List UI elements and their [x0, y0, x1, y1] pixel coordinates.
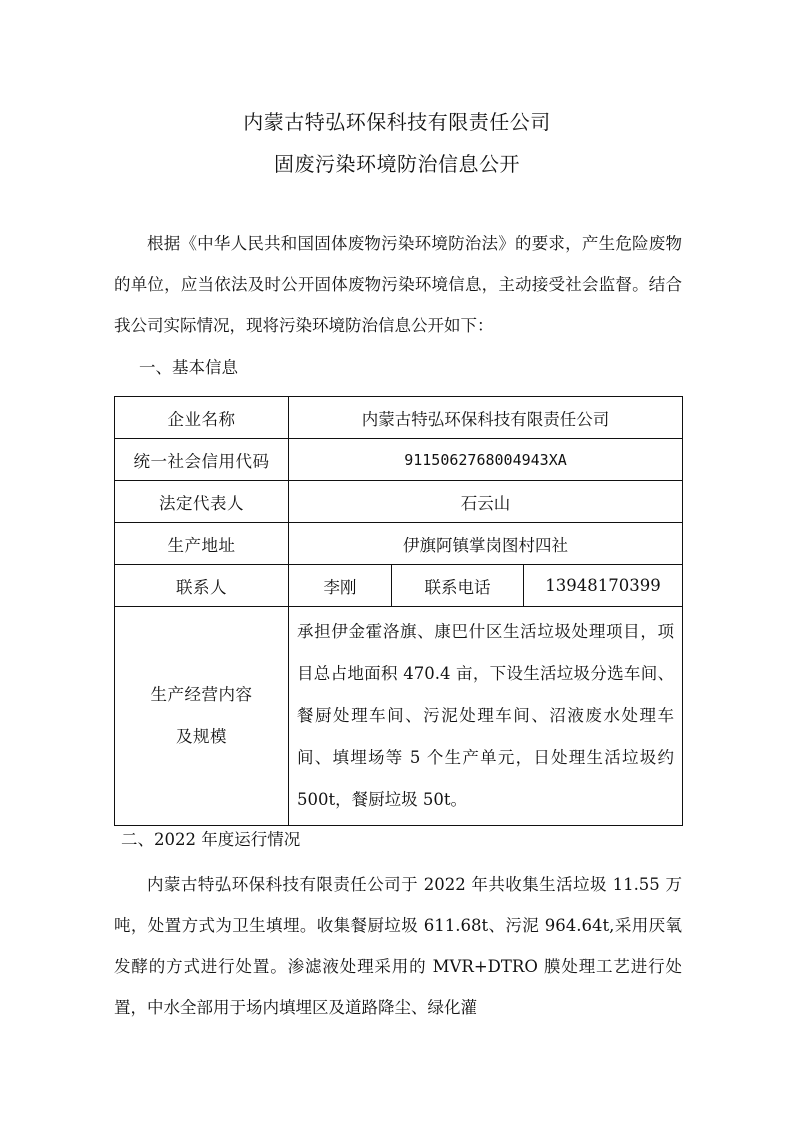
legal-rep-value: 石云山: [289, 481, 683, 523]
address-label: 生产地址: [115, 523, 289, 565]
phone-label: 联系电话: [392, 565, 524, 607]
basic-info-table: [114, 396, 683, 826]
table-row: [115, 481, 683, 523]
section-heading-basic-info: 一、基本信息: [139, 358, 238, 377]
document-title: 固废污染环境防治信息公开: [274, 152, 520, 176]
table-row: [115, 565, 683, 607]
operations-paragraph: 内蒙古特弘环保科技有限责任公司于 2022 年共收集生活垃圾 11.55 万吨，处置方式为卫生填埋。收集餐厨垃圾 611.68t、污泥 964.64t,采用厌氧发酵的方式进行处置。渗滤液处理采用的 MVR+DTRO 膜处理工艺进行处置，中水全部用于场内填埋区及道路降尘、绿化灌: [114, 875, 682, 1017]
section-heading-operations: 二、2022 年度运行情况: [121, 830, 301, 849]
intro-paragraph: 根据《中华人民共和国固体废物污染环境防治法》的要求，产生危险废物的单位，应当依法及时公开固体废物污染环境信息，主动接受社会监督。结合我公司实际情况，现将污染环境防治信息公开如下：: [114, 234, 682, 335]
contact-value: 李刚: [289, 565, 392, 607]
table-row: [115, 607, 683, 826]
scale-value: 承担伊金霍洛旗、康巴什区生活垃圾处理项目，项目总占地面积 470.4 亩，下设生活垃圾分选车间、餐厨处理车间、污泥处理车间、沼液废水处理车间、填埋场等 5 个生产单元，日处理生活垃圾约 500t，餐厨垃圾 50t。: [289, 607, 683, 826]
contact-label: 联系人: [115, 565, 289, 607]
address-value: 伊旗阿镇掌岗图村四社: [289, 523, 683, 565]
company-title: 内蒙古特弘环保科技有限责任公司: [243, 110, 551, 134]
table-row: [115, 439, 683, 481]
credit-code-value: 9115062768004943XA: [289, 439, 683, 481]
company-name-label: 企业名称: [115, 397, 289, 439]
scale-label-line2: 及规模: [176, 727, 227, 746]
table-row: [115, 523, 683, 565]
company-name-value: 内蒙古特弘环保科技有限责任公司: [289, 397, 683, 439]
scale-label: [115, 607, 289, 826]
table-row: [115, 397, 683, 439]
credit-code-label: 统一社会信用代码: [115, 439, 289, 481]
legal-rep-label: 法定代表人: [115, 481, 289, 523]
phone-value: 13948170399: [524, 565, 683, 607]
scale-label-line1: 生产经营内容: [150, 685, 253, 704]
